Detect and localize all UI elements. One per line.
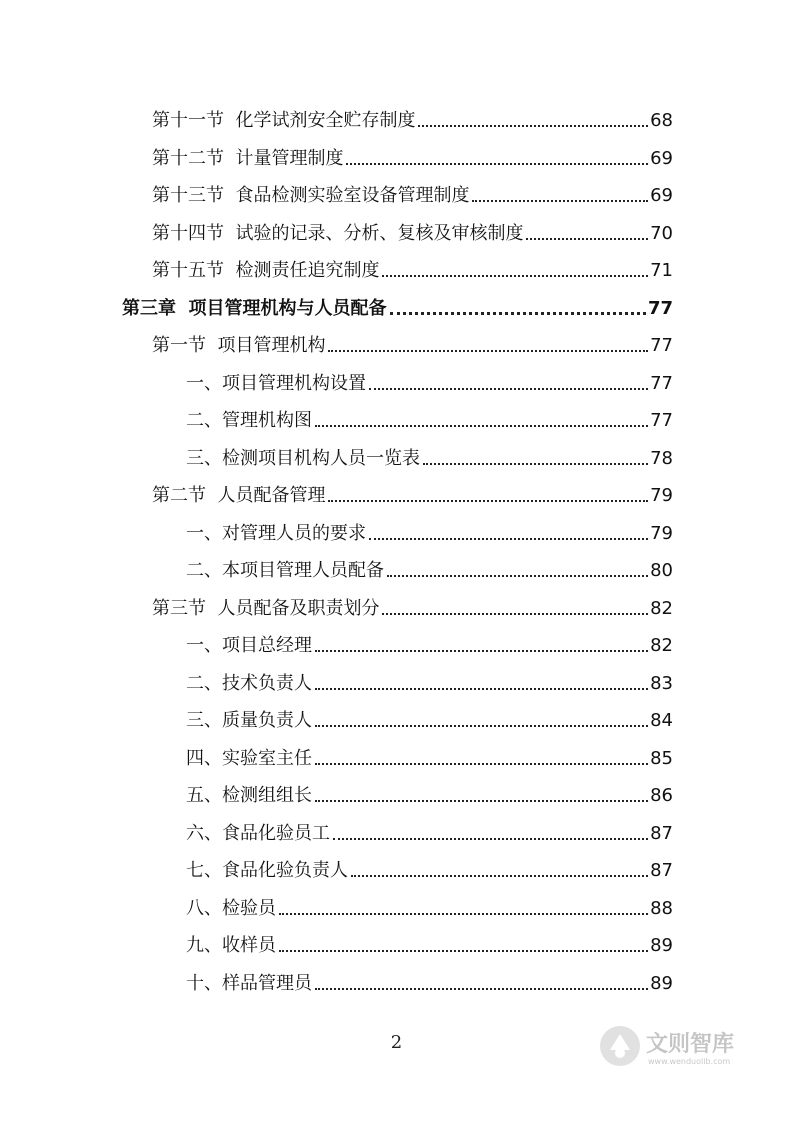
toc-entry[interactable] (186, 369, 673, 395)
toc-entry-page: 79 (650, 522, 673, 544)
toc-entry-page: 82 (650, 597, 673, 619)
toc-entry-label: 二、本项目管理人员配备 (186, 560, 384, 581)
toc-entry[interactable] (186, 781, 673, 807)
toc-entry-page: 84 (650, 710, 673, 731)
toc-chapter-entry[interactable] (122, 294, 673, 320)
toc-entry-page: 77 (650, 372, 673, 394)
dot-leader (315, 650, 648, 652)
toc-entry-label: 四、实验室主任 (186, 747, 312, 769)
toc-entry[interactable] (186, 631, 673, 657)
dot-leader (423, 463, 648, 465)
dot-leader (351, 875, 648, 877)
toc-entry-label: 第十五节 检测责任追究制度 (152, 260, 380, 281)
toc-entry-label: 十、样品管理员 (186, 972, 312, 994)
toc-entry-page: 79 (650, 485, 673, 506)
toc-entry-label: 第二节 人员配备管理 (152, 485, 326, 506)
toc-entry[interactable] (186, 556, 673, 582)
toc-entry[interactable] (152, 331, 673, 357)
dot-leader (328, 350, 648, 352)
toc-entry-label: 第三章 项目管理机构与人员配备 (122, 297, 387, 319)
toc-entry-label: 六、食品化验员工 (186, 822, 330, 844)
dot-leader (472, 200, 648, 202)
toc-entry-page: 69 (650, 147, 673, 169)
toc-entry-label: 第十一节 化学试剂安全贮存制度 (152, 110, 416, 131)
dot-leader (315, 800, 648, 802)
toc-entry[interactable] (152, 594, 673, 620)
toc-entry-label: 一、项目总经理 (186, 635, 312, 656)
toc-entry-label: 八、检验员 (186, 897, 276, 919)
toc-entry[interactable] (186, 819, 673, 845)
toc-entry-label: 第十三节 食品检测实验室设备管理制度 (152, 185, 470, 206)
svg-text:www.wenduolib.com: www.wenduolib.com (648, 1057, 731, 1066)
toc-entry-page: 77 (650, 410, 673, 431)
page-number: 2 (390, 1032, 403, 1053)
toc-entry-label: 五、检测组组长 (186, 785, 312, 806)
toc-entry-label: 第十二节 计量管理制度 (152, 147, 344, 169)
toc-entry-page: 87 (650, 822, 673, 844)
toc-entry-label: 第十四节 试验的记录、分析、复核及审核制度 (152, 222, 524, 244)
toc-entry-page: 69 (650, 185, 673, 206)
toc-entry[interactable] (186, 519, 673, 545)
toc-entry-page: 68 (650, 110, 673, 131)
dot-leader (328, 500, 648, 502)
toc-entry[interactable] (152, 481, 673, 507)
toc-entry-page: 78 (650, 447, 673, 469)
toc-entry[interactable] (186, 894, 673, 920)
dot-leader (369, 538, 648, 540)
dot-leader (333, 838, 648, 840)
dot-leader (315, 725, 648, 727)
dot-leader (387, 575, 648, 577)
toc-entry[interactable] (186, 444, 673, 470)
dot-leader (418, 125, 648, 127)
toc-entry-page: 83 (650, 672, 673, 694)
toc-entry-label: 三、检测项目机构人员一览表 (186, 447, 420, 469)
dot-leader (382, 275, 648, 277)
toc-entry-page: 86 (650, 785, 673, 806)
toc-entry[interactable] (152, 106, 673, 132)
toc-entry-page: 89 (650, 935, 673, 956)
dot-leader (279, 913, 648, 915)
toc-entry-label: 第一节 项目管理机构 (152, 335, 326, 356)
toc-entry-label: 二、管理机构图 (186, 410, 312, 431)
toc-entry-page: 80 (650, 560, 673, 581)
toc-entry[interactable] (186, 406, 673, 432)
dot-leader (315, 763, 648, 765)
toc-entry[interactable] (152, 256, 673, 282)
toc-entry-label: 一、对管理人员的要求 (186, 522, 366, 544)
dot-leader (346, 163, 648, 165)
toc-entry-label: 第三节 人员配备及职责划分 (152, 597, 380, 619)
toc-entry-page: 85 (650, 747, 673, 769)
toc-entry-page: 71 (650, 260, 673, 281)
toc-entry[interactable] (186, 856, 673, 882)
toc-entry-label: 一、项目管理机构设置 (186, 372, 366, 394)
toc-entry-page: 82 (650, 635, 673, 656)
toc-entry-page: 88 (650, 897, 673, 919)
toc-entry-label: 三、质量负责人 (186, 710, 312, 731)
dot-leader (315, 425, 648, 427)
toc-entry-page: 77 (650, 335, 673, 356)
dot-leader (315, 688, 648, 690)
dot-leader (382, 613, 648, 615)
toc-entry[interactable] (186, 706, 673, 732)
watermark-logo (596, 1020, 756, 1074)
toc-entry-label: 九、收样员 (186, 935, 276, 956)
toc-entry[interactable] (186, 744, 673, 770)
dot-leader (369, 388, 648, 390)
toc-entry[interactable] (152, 219, 673, 245)
toc-entry-label: 七、食品化验负责人 (186, 860, 348, 881)
toc-entry[interactable] (152, 144, 673, 170)
toc-entry-label: 二、技术负责人 (186, 672, 312, 694)
dot-leader (526, 238, 648, 240)
toc-entry-page: 89 (650, 972, 673, 994)
dot-leader (279, 950, 648, 952)
toc-entry[interactable] (186, 931, 673, 957)
toc-entry[interactable] (186, 669, 673, 695)
svg-text:文则智库: 文则智库 (646, 1032, 735, 1057)
toc-entry-page: 70 (650, 222, 673, 244)
toc-entry-page: 77 (647, 297, 673, 319)
dot-leader (390, 312, 646, 315)
dot-leader (315, 988, 648, 990)
toc-entry-page: 87 (650, 860, 673, 881)
toc-entry[interactable] (152, 181, 673, 207)
toc-entry[interactable] (186, 969, 673, 995)
